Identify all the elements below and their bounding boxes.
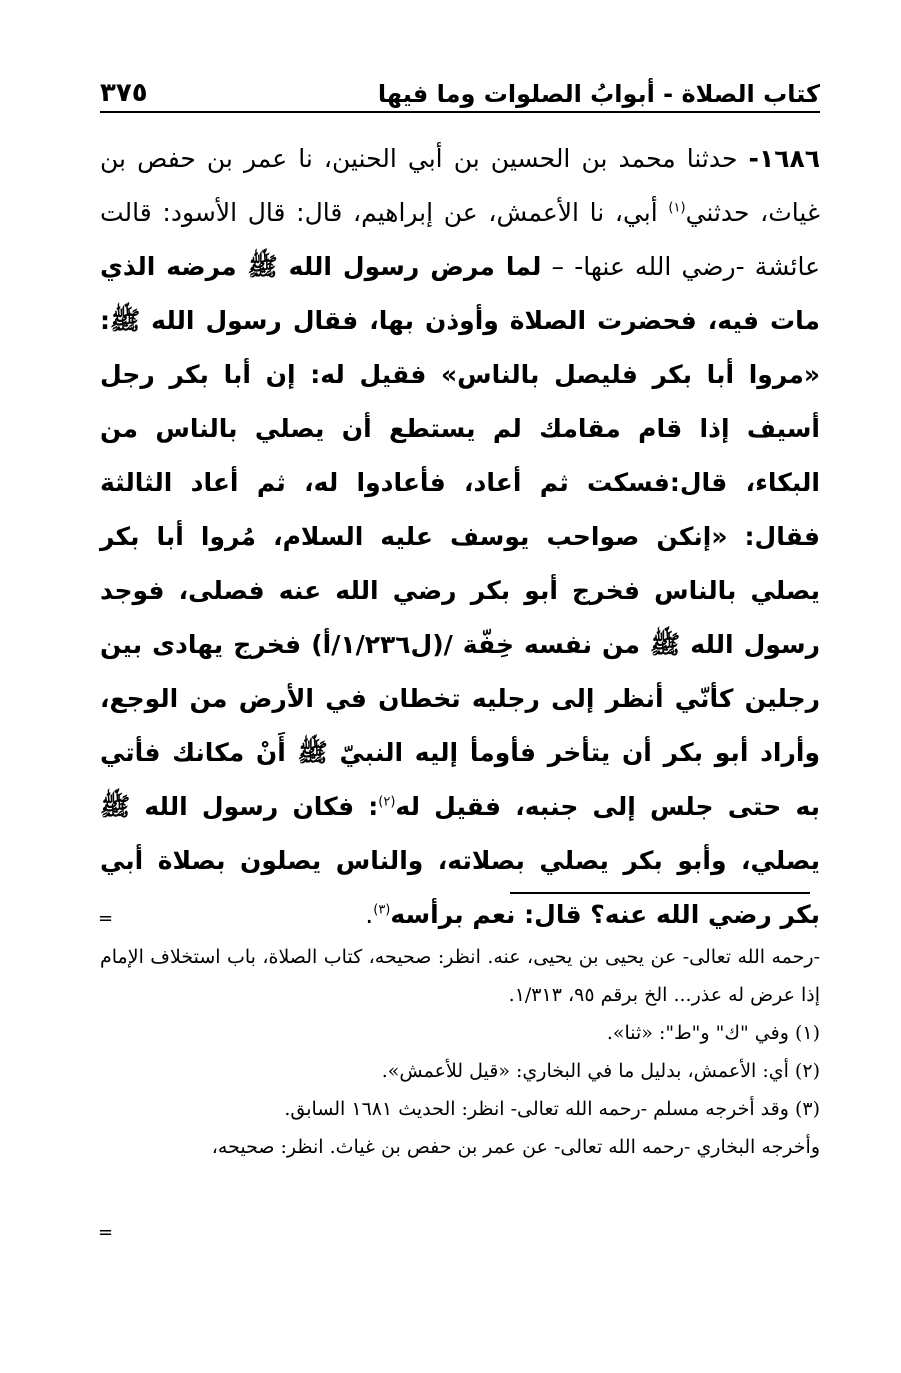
header-rule	[100, 111, 820, 113]
hadith-number: ١٦٨٦-	[748, 144, 820, 173]
footnote-ref-1: (١)	[668, 200, 686, 216]
header-title: كتاب الصلاة - أبوابُ الصلوات وما فيها	[377, 80, 820, 108]
hadith-isnad: حدثنا محمد بن الحسين بن أبي الحنين، نا عمر بن حفص بن غياث، حدثني	[100, 144, 821, 227]
footnote-continued-mark: =	[98, 908, 114, 929]
hadith-isnad-2: أبي، نا الأعمش، عن إبراهيم، قال: قال الأسود: قالت عائشة -رضي الله عنها-	[100, 198, 820, 281]
hadith-matn-1: لما مرض رسول الله ﷺ مرضه الذي مات فيه، فحضرت الصلاة وأوذن بها، فقال رسول الله ﷺ: «مروا أبا بكر فليصل بالناس» فقيل له: إن أبا بكر رجل أسيف إذا قام مقامك لم يستطع أن يصلي بالناس من البكاء، قال:فسكت ثم أعاد، فأعادوا له، ثم أعاد الثالثة فقال: «إنكن صواحب يوسف عليه السلام، مُروا أبا بكر يصلي بالناس فخرج أبو بكر رضي الله عنه فصلى، فوجد رسول الله ﷺ من نفسه خِفّة /(ل١/٢٣٦/أ) فخرج يهادى بين رجلين كأنّي أنظر إلى رجليه تخطان في الأرض من الوجع، وأراد أبو بكر أن يتأخر فأومأ إليه النبيّ ﷺ أَنْ مكانك فأتي به حتى جلس إلى جنبه، فقيل له	[100, 252, 820, 821]
footnote-rule	[510, 892, 810, 894]
footnote-1: (١) وفي "ك" و"ط": «ثنا».	[606, 1022, 820, 1044]
footnote-continues-mark: =	[98, 1222, 114, 1243]
footnote-ref-2: (٢)	[378, 794, 396, 810]
page-number: ٣٧٥	[100, 78, 148, 108]
hadith-matn-2: : فكان رسول الله ﷺ يصلي، وأبو بكر يصلي بصلاته، والناس يصلون بصلاة أبي بكر رضي الله عنه؟ قال: نعم برأسه	[100, 792, 820, 929]
footnote-continuation: -رحمه الله تعالى- عن يحيى بن يحيى، عنه. انظر: صحيحه، كتاب الصلاة، باب استخلاف الإمام إذا عرض له عذر... الخ برقم ٩٥، ١/٣١٣.	[100, 946, 820, 1006]
running-header	[100, 68, 820, 108]
hadith-text	[100, 132, 820, 942]
footnote-2: (٢) أي: الأعمش، بدليل ما في البخاري: «قيل للأعمش».	[381, 1060, 820, 1082]
footnote-ref-3: (٣)	[373, 902, 391, 918]
footnotes	[100, 938, 820, 1166]
footnote-3-continuation: وأخرجه البخاري -رحمه الله تعالى- عن عمر بن حفص بن غياث. انظر: صحيحه،	[211, 1136, 820, 1158]
hadith-paragraph: ١٦٨٦- حدثنا محمد بن الحسين بن أبي الحنين، نا عمر بن حفص بن غياث، حدثني$^{(١)}$ أبي، نا الأعمش، عن إبراهيم، قال: قال الأسود: قالت عائشة -رضي الله عنها- – لما مرض رسول الله ﷺ مرضه الذي مات فيه، فحضرت الصلاة وأوذن بها، فقال رسول الله ﷺ: «مروا أبا بكر فليصل بالناس» فقيل له: إن أبا بكر رجل أسيف إذا قام مقامك لم يستطع أن يصلي بالناس من البكاء، قال:فسكت ثم أعاد، فأعادوا له، ثم أعاد الثالثة فقال: «إنكن صواحب يوسف عليه السلام، مُروا أبا بكر يصلي بالناس فخرج أبو بكر رضي الله عنه فصلى، فوجد رسول الله ﷺ من نفسه خِفّة /(ل١/٢٣٦/أ) فخرج يهادى بين رجلين كأنّي أنظر إلى رجليه تخطان في الأرض من الوجع، وأراد أبو بكر أن يتأخر فأومأ إليه النبيّ ﷺ أَنْ مكانك فأتي به حتى جلس إلى جنبه، فقيل له$^{(٢)}$: فكان رسول الله ﷺ يصلي، وأبو بكر يصلي بصلاته، والناس يصلون بصلاة أبي بكر رضي الله عنه؟ قال: نعم برأسه$^{(٣)}$.	[100, 144, 821, 929]
footnote-3: (٣) وقد أخرجه مسلم -رحمه الله تعالى- انظر: الحديث ١٦٨١ السابق.	[284, 1098, 820, 1120]
hadith-end: .	[365, 900, 374, 929]
